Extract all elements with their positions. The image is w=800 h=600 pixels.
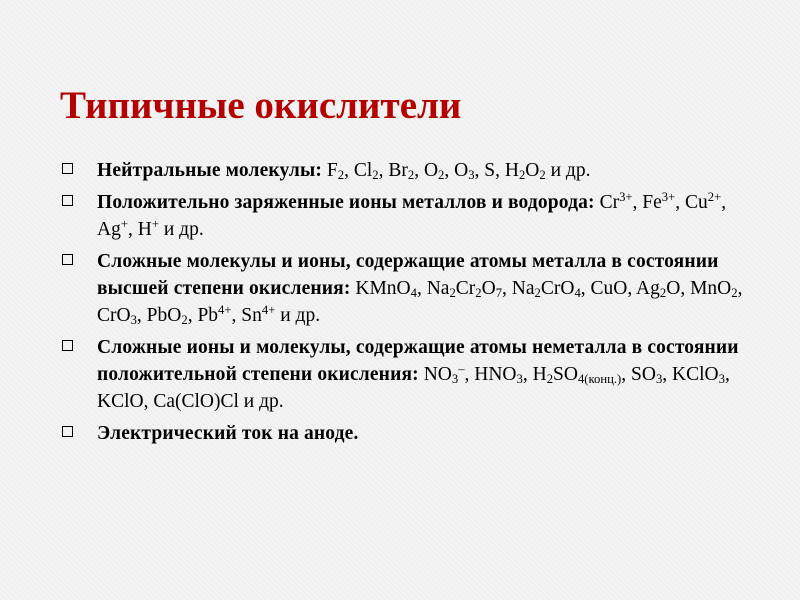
- slide-title: Типичные окислители: [60, 84, 462, 127]
- square-bullet-icon: [62, 163, 73, 174]
- square-bullet-icon: [62, 426, 73, 437]
- item-label: Сложные ионы и молекулы, содержащие атомы неметалла в состоянии положительной степени окисления:: [97, 337, 739, 385]
- square-bullet-icon: [62, 195, 73, 206]
- item-formulas: KMnO$_4$, $Na_2Cr_2O_7$, $Na_2CrO_4$, CuO, $Ag_2O$, MnO$_2$, CrO$_3$, PbO$_2$, $Pb^{4+}$, $Sn^{4+}$ и др.: [97, 278, 743, 327]
- item-formulas: $Cr^{3+}$, $Fe^{3+}$, $Cu^{2+}$, Ag+, H+ и др.: [97, 190, 727, 240]
- square-bullet-icon: [62, 254, 73, 265]
- item-label: Электрический ток на аноде.: [97, 423, 359, 444]
- item-formulas: $NO_3^-$, $HNO_3$, $H_2SO_{4(конц.)}$, $SO_3$, KClO$_3$, KClO, Ca(ClO)Cl и др.: [97, 362, 730, 412]
- square-bullet-icon: [62, 340, 73, 351]
- list-item: [60, 420, 760, 447]
- list-item: [60, 189, 760, 243]
- item-label: Нейтральные молекулы:: [97, 160, 323, 181]
- list-item: [60, 157, 760, 184]
- list-item: [60, 248, 760, 329]
- bullet-list: [60, 157, 760, 452]
- list-item: [60, 334, 760, 415]
- item-formulas: $F_2$, $Cl_2$, $Br_2$, $O_2$, $O_3$, S, $H_2O_2$ и др.: [326, 160, 591, 182]
- item-label: Положительно заряженные ионы металлов и водорода:: [97, 192, 595, 213]
- item-label: Сложные молекулы и ионы, содержащие атомы металла в состоянии высшей степени окисления:: [97, 251, 719, 299]
